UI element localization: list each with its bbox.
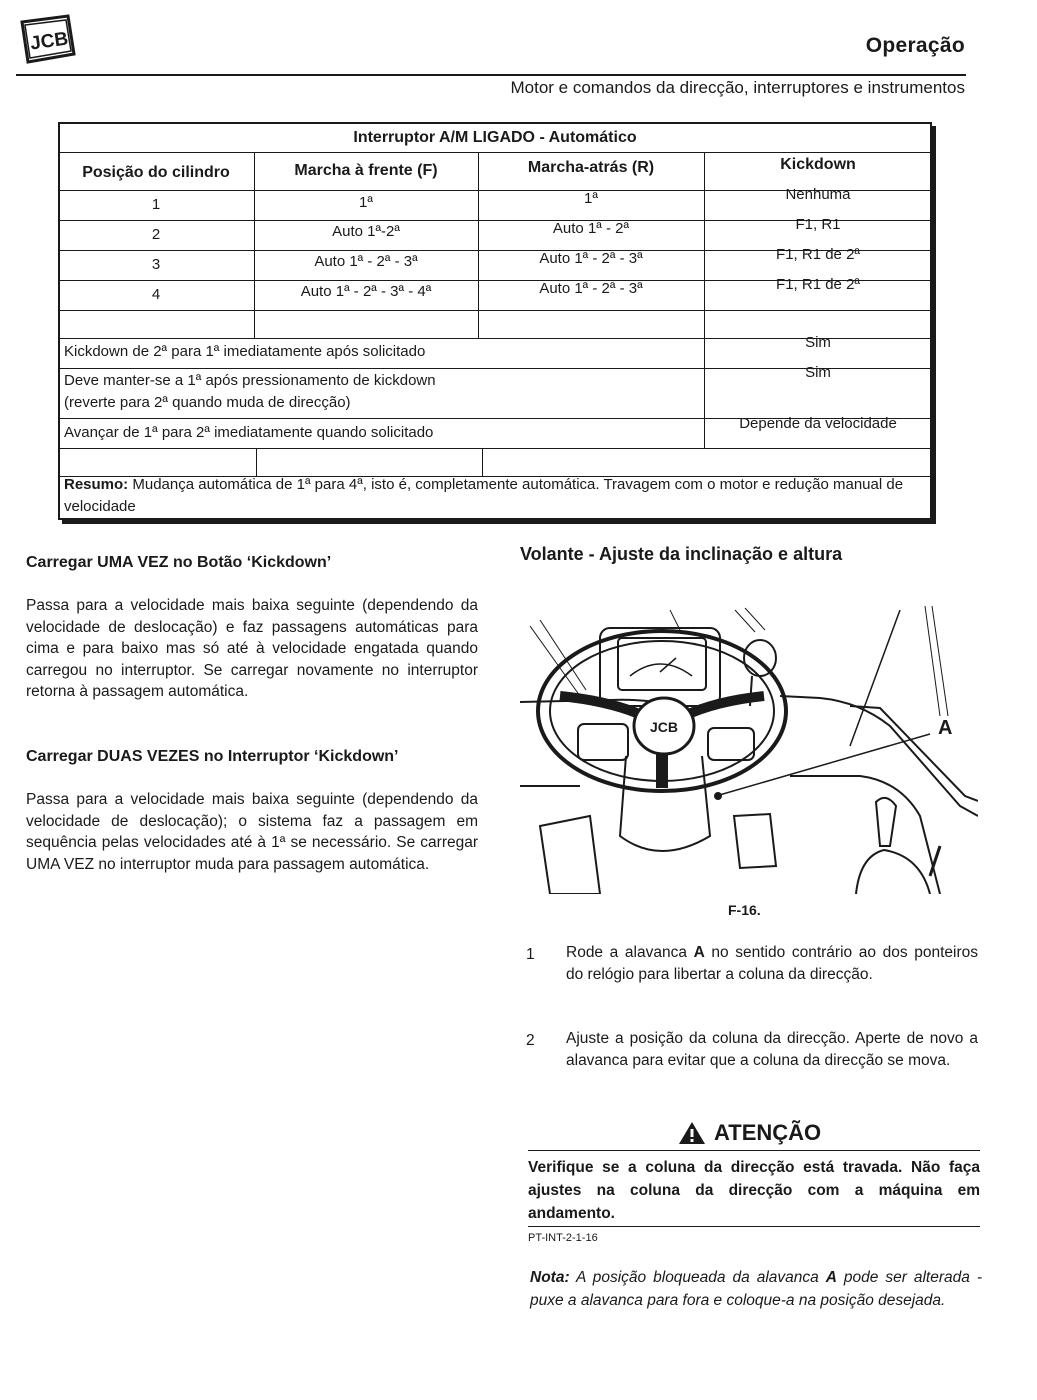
warning-rule-top [528, 1150, 980, 1151]
summary-text: Mudança automática de 1ª para 4ª, isto é, completamente automática. Travagem com o motor e redução manual de velocidade [64, 476, 904, 515]
table-cell: 4 [151, 286, 161, 303]
table-cell: Auto 1ª-2ª [332, 223, 400, 240]
table-rule [478, 152, 479, 338]
table-cell: Auto 1ª - 2ª - 3ª - 4ª [300, 283, 432, 300]
kickdown-twice-heading: Carregar DUAS VEZES no Interruptor ‘Kickdown’ [26, 748, 399, 765]
step-text [566, 942, 978, 986]
feature-text: Avançar de 1ª para 2ª imediatamente quando solicitado [64, 424, 434, 441]
table-cell: 1ª [584, 190, 598, 207]
table-rule [58, 152, 932, 153]
wheel-hub-logo: JCB [649, 719, 679, 735]
warning-title: ATENÇÃO [714, 1120, 822, 1145]
table-rule [58, 310, 932, 311]
note-text-part: pode ser alterada - puxe a alavanca para fora e coloque-a na posição desejada. [530, 1269, 982, 1309]
feature-text: Deve manter-se a 1ª após pressionamento de kickdown [64, 372, 436, 389]
table-shadow-bottom [62, 520, 936, 524]
table-cell: Auto 1ª - 2ª - 3ª [539, 250, 643, 267]
note-text-part: A posição bloqueada da alavanca [569, 1269, 826, 1286]
table-cell: 2 [151, 226, 161, 243]
step-text-part: no sentido contrário ao dos ponteiros do relógio para libertar a coluna da direcção. [566, 944, 978, 983]
table-cell: Auto 1ª - 2ª [552, 220, 630, 237]
table-cell: Auto 1ª - 2ª - 3ª [314, 253, 418, 270]
lever-ref: A [825, 1269, 837, 1286]
feature-text: (reverte para 2ª quando muda de direcção) [64, 394, 351, 411]
note-label: Nota: [530, 1269, 570, 1286]
table-title: Interruptor A/M LIGADO - Automático [353, 129, 637, 146]
step-text-part: Rode a alavanca [566, 944, 694, 961]
feature-text: Kickdown de 2ª para 1ª imediatamente após solicitado [64, 343, 426, 360]
step-number: 2 [526, 1032, 535, 1049]
step-text: Ajuste a posição da coluna da direcção. Aperte de novo a alavanca para evitar que a coluna da direcção se mova. [566, 1030, 978, 1069]
feature-value: Sim [805, 334, 831, 351]
warning-triangle-icon [678, 1121, 706, 1145]
table-cell: 1 [151, 196, 161, 213]
header-rule [16, 74, 966, 76]
steering-heading: Volante - Ajuste da inclinação e altura [520, 544, 843, 564]
note [530, 1266, 982, 1312]
figure-label: F-16. [728, 902, 761, 918]
step-number: 1 [526, 946, 535, 963]
warning-heading [678, 1120, 821, 1146]
callout-a: A [938, 717, 953, 739]
header-cell: Marcha-atrás (R) [527, 159, 655, 176]
table-shadow-right [932, 126, 936, 524]
table-rule [58, 448, 932, 449]
warning-rule-bottom [528, 1226, 980, 1227]
table-summary [64, 474, 924, 518]
steering-wheel-illustration [520, 606, 978, 894]
table-cell: 3 [151, 256, 161, 273]
header-cell: Marcha à frente (F) [294, 162, 438, 179]
table-cell: Nenhuma [785, 186, 851, 203]
table-cell: F1, R1 [795, 216, 841, 233]
table-rule [482, 448, 483, 476]
kickdown-once-heading: Carregar UMA VEZ no Botão ‘Kickdown’ [26, 554, 332, 571]
jcb-logo [16, 14, 78, 64]
table-cell: Auto 1ª - 2ª - 3ª [539, 280, 643, 297]
feature-value: Depende da velocidade [739, 415, 897, 432]
jcb-logo-text: JCB [28, 28, 70, 55]
section-title: Operação [865, 34, 965, 57]
table-rule [256, 448, 257, 476]
header-cell: Posição do cilindro [82, 164, 230, 181]
page-subtitle: Motor e comandos da direcção, interruptores e instrumentos [510, 78, 965, 97]
warning-reference: PT-INT-2-1-16 [528, 1232, 598, 1244]
table-cell: 1ª [359, 194, 373, 211]
kickdown-once-text: Passa para a velocidade mais baixa seguinte (dependendo da velocidade de deslocação) e faz passagens automáticas para cima e para baixo mas só até à velocidade engatada quando carregou no interruptor. Se carregar novamente no interruptor retorna à passagem automática. [26, 597, 478, 700]
gear-table [58, 122, 936, 524]
warning-text: Verifique se a coluna da direcção está travada. Não faça ajustes na coluna da direcção com a máquina em andamento. [528, 1159, 980, 1222]
feature-value: Sim [805, 364, 831, 381]
header-cell: Kickdown [780, 156, 856, 173]
table-cell: F1, R1 de 2ª [776, 276, 860, 293]
kickdown-twice-text: Passa para a velocidade mais baixa seguinte (dependendo da velocidade de deslocação); o sistema faz a passagem em sequência pelas velocidades até à 1ª se necessário. Se carregar UMA VEZ no interruptor muda para passagem automática. [26, 791, 478, 873]
lever-ref: A [693, 944, 705, 961]
summary-label: Resumo: [64, 476, 129, 493]
table-cell: F1, R1 de 2ª [776, 246, 860, 263]
